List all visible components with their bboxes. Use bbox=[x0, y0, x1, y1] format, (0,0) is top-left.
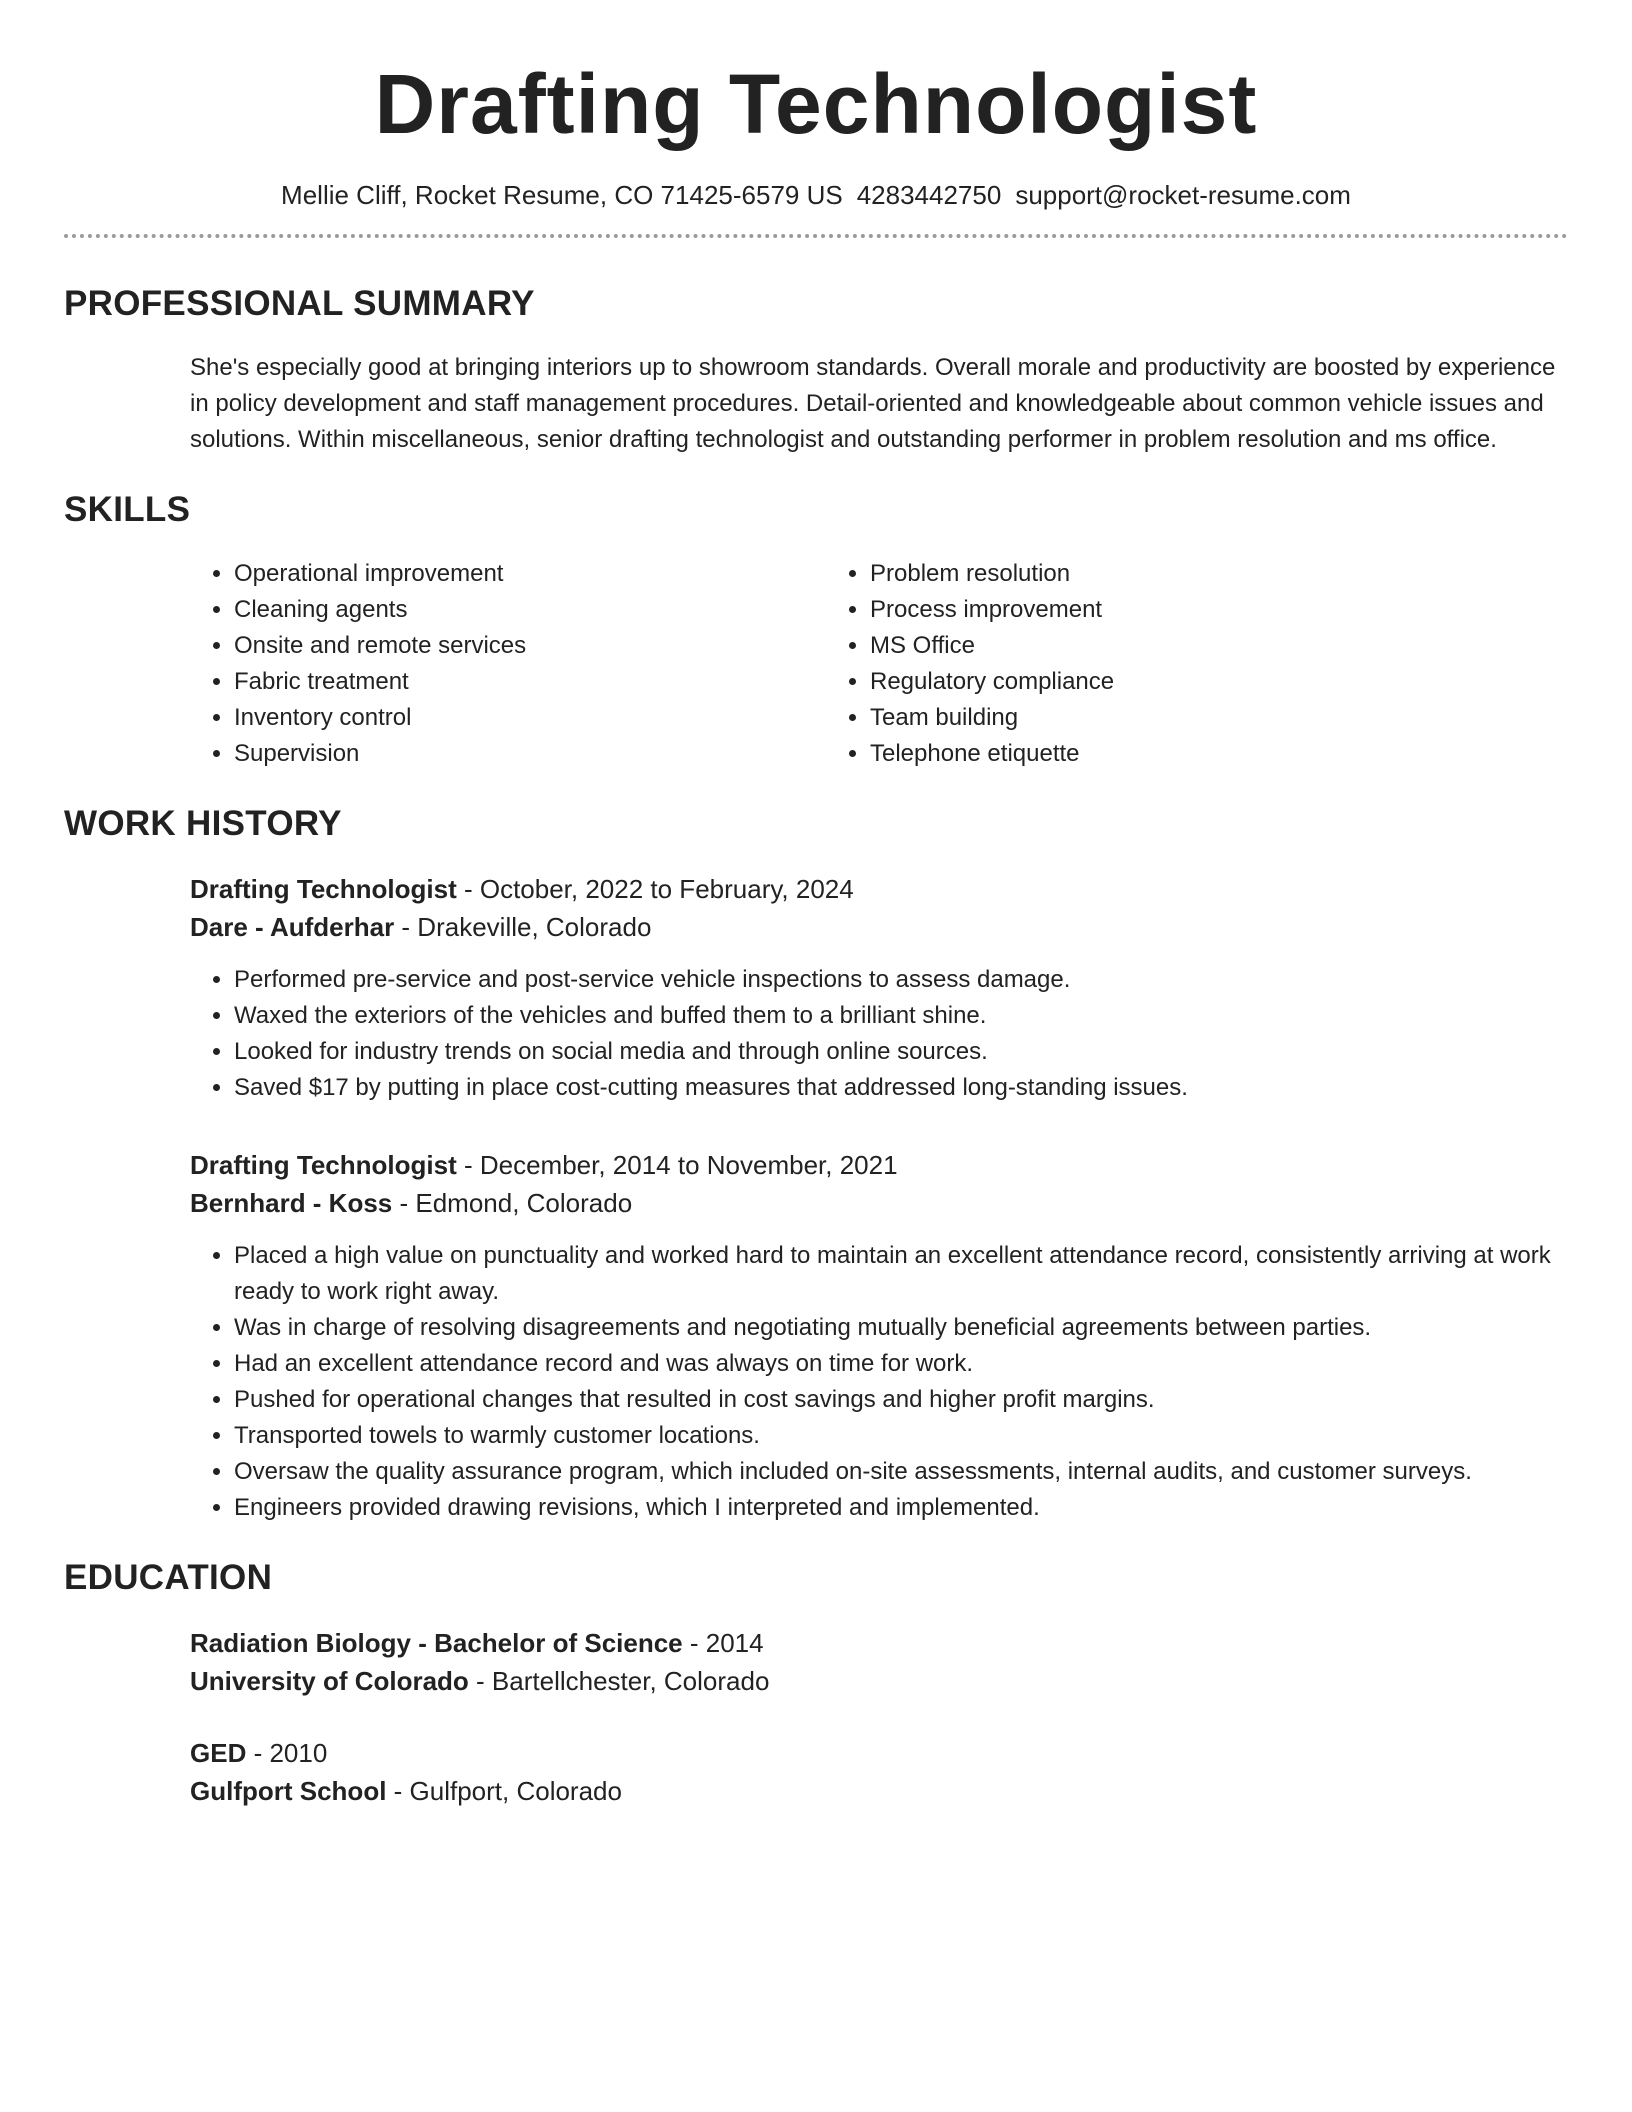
job-company-line bbox=[190, 1184, 1568, 1222]
job-company: Bernhard - Koss bbox=[190, 1188, 393, 1218]
education-school: University of Colorado bbox=[190, 1666, 469, 1696]
skills-list-right bbox=[826, 556, 1462, 772]
skill-item: • Team building bbox=[870, 700, 1462, 736]
job-bullet: • Performed pre-service and post-service vehicle inspections to assess damage. bbox=[234, 962, 1568, 998]
skills-list-left bbox=[190, 556, 826, 772]
summary-text: She's especially good at bringing interiors up to showroom standards. Overall morale and productivity are boosted by experience in policy development and staff management procedures. Detail-oriented and knowledgeable about common vehicle issues and solutions. Within miscellaneous, senior drafting technologist and outstanding performer in problem resolution and ms office. bbox=[190, 354, 1556, 453]
job-bullet: • Looked for industry trends on social media and through online sources. bbox=[234, 1034, 1568, 1070]
education-school-line bbox=[190, 1772, 1568, 1810]
education-degree: Radiation Biology - Bachelor of Science bbox=[190, 1628, 683, 1658]
skill-item: • Fabric treatment bbox=[234, 664, 826, 700]
contact-email: support@rocket-resume.com bbox=[1015, 180, 1351, 210]
contact-phone: 4283442750 bbox=[856, 180, 1002, 210]
job-bullets bbox=[190, 1238, 1568, 1526]
job-bullet: • Waxed the exteriors of the vehicles and buffed them to a brilliant shine. bbox=[234, 998, 1568, 1034]
skill-item: • Problem resolution bbox=[870, 556, 1462, 592]
skill-item: • Process improvement bbox=[870, 592, 1462, 628]
contact-address: Mellie Cliff, Rocket Resume, CO 71425-6579 US bbox=[281, 180, 843, 210]
skill-item: • Operational improvement bbox=[234, 556, 826, 592]
contact-line bbox=[64, 178, 1568, 212]
skill-item: • Telephone etiquette bbox=[870, 736, 1462, 772]
education-degree: GED bbox=[190, 1738, 247, 1768]
job-title-line bbox=[190, 1146, 1568, 1184]
summary-heading: PROFESSIONAL SUMMARY bbox=[64, 284, 535, 323]
education-degree-line bbox=[190, 1734, 1568, 1772]
education-year: - 2010 bbox=[246, 1738, 328, 1768]
work-heading: WORK HISTORY bbox=[64, 804, 342, 843]
skill-item: • Onsite and remote services bbox=[234, 628, 826, 664]
page-title: Drafting Technologist bbox=[374, 57, 1258, 151]
work-section bbox=[64, 802, 1568, 1526]
education-section bbox=[64, 1556, 1568, 1810]
job-bullet: • Engineers provided drawing revisions, which I interpreted and implemented. bbox=[234, 1490, 1568, 1526]
skills-columns bbox=[190, 556, 1568, 772]
education-school: Gulfport School bbox=[190, 1776, 387, 1806]
skill-item: • MS Office bbox=[870, 628, 1462, 664]
job-bullet: • Had an excellent attendance record and was always on time for work. bbox=[234, 1346, 1568, 1382]
skill-item: • Inventory control bbox=[234, 700, 826, 736]
job-bullet: • Pushed for operational changes that resulted in cost savings and higher profit margins. bbox=[234, 1382, 1568, 1418]
job-entry bbox=[190, 870, 1568, 1106]
job-bullet: • Oversaw the quality assurance program, which included on-site assessments, internal audits, and customer surveys. bbox=[234, 1454, 1568, 1490]
skill-item: • Supervision bbox=[234, 736, 826, 772]
job-entry bbox=[190, 1146, 1568, 1526]
job-bullet: • Was in charge of resolving disagreements and negotiating mutually beneficial agreements between parties. bbox=[234, 1310, 1568, 1346]
job-title: Drafting Technologist bbox=[190, 874, 457, 904]
job-title-line bbox=[190, 870, 1568, 908]
skill-item: • Cleaning agents bbox=[234, 592, 826, 628]
job-company-line bbox=[190, 908, 1568, 946]
job-company: Dare - Aufderhar bbox=[190, 912, 395, 942]
job-title: Drafting Technologist bbox=[190, 1150, 457, 1180]
job-bullets bbox=[190, 962, 1568, 1106]
job-dates: - December, 2014 to November, 2021 bbox=[456, 1150, 898, 1180]
education-school-line bbox=[190, 1662, 1568, 1700]
education-entry bbox=[190, 1624, 1568, 1700]
job-bullet: • Saved $17 by putting in place cost-cutting measures that addressed long-standing issues. bbox=[234, 1070, 1568, 1106]
job-dates: - October, 2022 to February, 2024 bbox=[456, 874, 854, 904]
education-degree-line bbox=[190, 1624, 1568, 1662]
skill-item: • Regulatory compliance bbox=[870, 664, 1462, 700]
education-entry bbox=[190, 1734, 1568, 1810]
education-heading: EDUCATION bbox=[64, 1558, 273, 1597]
education-location: - Gulfport, Colorado bbox=[386, 1776, 622, 1806]
education-location: - Bartellchester, Colorado bbox=[468, 1666, 770, 1696]
job-location: - Edmond, Colorado bbox=[392, 1188, 633, 1218]
summary-section bbox=[64, 282, 1568, 458]
job-bullet: • Placed a high value on punctuality and worked hard to maintain an excellent attendance record, consistently arriving at work ready to work right away. bbox=[234, 1238, 1568, 1310]
education-year: - 2014 bbox=[682, 1628, 764, 1658]
skills-heading: SKILLS bbox=[64, 490, 191, 529]
job-bullet: • Transported towels to warmly customer locations. bbox=[234, 1418, 1568, 1454]
skills-section bbox=[64, 488, 1568, 772]
header-divider bbox=[64, 234, 1568, 238]
job-location: - Drakeville, Colorado bbox=[394, 912, 652, 942]
